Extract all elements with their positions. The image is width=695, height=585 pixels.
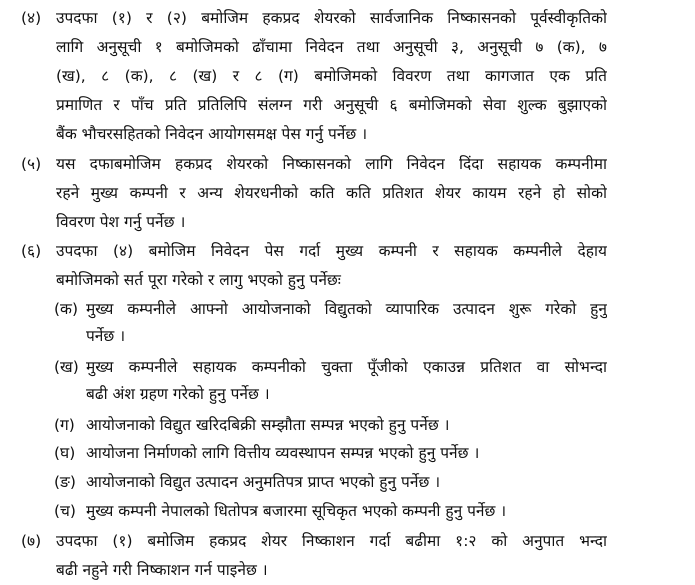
clause-number: (४) xyxy=(21,9,42,27)
subitem-kha-line-2: बढी अंश ग्रहण गरेको हुनु पर्नेछ । xyxy=(86,385,270,403)
clause-number: (६) xyxy=(21,242,42,260)
subitem-ka-line-1: मुख्य कम्पनीले आफ्नो आयोजनाको विद्युतको व्यापारिक उत्पादन शुरू गरेको हुनु xyxy=(86,300,607,318)
subitem-ga-line-1: आयोजनाको विद्युत खरिदबिक्री सम्झौता सम्पन्न भएको हुनु पर्नेछ । xyxy=(86,416,450,434)
clause-6-line-1: उपदफा (४) बमोजिम निवेदन पेस गर्दा मुख्य कम्पनी र सहायक कम्पनीले देहाय xyxy=(56,242,607,260)
clause-4-line-2: लागि अनुसूची १ बमोजिमको ढाँचामा निवेदन तथा अनुसूची ३, अनुसूची ७ (क), ७ xyxy=(56,38,607,56)
clause-6-line-2: बमोजिमको सर्त पूरा गरेको र लागु भएको हुनु पर्नेछः xyxy=(56,271,341,289)
subitem-marker: (ङ) xyxy=(54,473,76,491)
subitem-gha-line-1: आयोजना निर्माणको लागि वित्तीय व्यवस्थापन सम्पन्न भएको हुनु पर्नेछ । xyxy=(86,444,480,462)
clause-number: (७) xyxy=(21,532,42,550)
subitem-nga-line-1: आयोजनाको विद्युत उत्पादन अनुमतिपत्र प्राप्त भएको हुनु पर्नेछ । xyxy=(86,473,441,491)
subitem-kha-line-1: मुख्य कम्पनीले सहायक कम्पनीको चुक्ता पूँजीको एकाउन्न प्रतिशत वा सोभन्दा xyxy=(86,358,607,376)
clause-7-line-1: उपदफा (१) बमोजिम हकप्रद शेयर निष्काशन गर्दा बढीमा १:२ को अनुपात भन्दा xyxy=(56,532,607,550)
subitem-marker: (ग) xyxy=(54,416,75,434)
subitem-marker: (ख) xyxy=(54,358,79,376)
clause-5-line-2: रहने मुख्य कम्पनी र अन्य शेयरधनीको कति कति प्रतिशत शेयर कायम रहने हो सोको xyxy=(56,184,607,202)
subitem-cha-line-1: मुख्य कम्पनी नेपालको धितोपत्र बजारमा सूचिकृत भएको कम्पनी हुनु पर्नेछ । xyxy=(86,502,507,520)
subitem-marker: (च) xyxy=(54,502,76,520)
clause-4-line-1: उपदफा (१) र (२) बमोजिम हकप्रद शेयरको सार्वजानिक निष्कासनको पूर्वस्वीकृतिको xyxy=(56,9,607,27)
clause-5-line-1: यस दफाबमोजिम हकप्रद शेयरको निष्कासनको लागि निवेदन दिंदा सहायक कम्पनीमा xyxy=(56,155,607,173)
clause-5-line-3: विवरण पेश गर्नु पर्नेछ । xyxy=(56,213,186,231)
subitem-marker: (क) xyxy=(54,300,78,318)
subitem-ka-line-2: पर्नेछ । xyxy=(86,327,126,345)
clause-4-line-5: बैंक भौचरसहितको निवेदन आयोगसमक्ष पेस गर्नु पर्नेछ । xyxy=(56,125,368,143)
clause-number: (५) xyxy=(21,155,42,173)
clause-7-line-2: बढी नहुने गरी निष्काशन गर्न पाइनेछ । xyxy=(56,561,268,579)
clause-4-line-4: प्रमाणित र पाँच प्रति प्रतिलिपि संलग्न गरी अनुसूची ६ बमोजिमको सेवा शुल्क बुझाएको xyxy=(56,96,607,114)
clause-4-line-3: (ख), ८ (क), ८ (ख) र ८ (ग) बमोजिमको विवरण तथा कागजात एक प्रति xyxy=(56,67,607,85)
subitem-marker: (घ) xyxy=(54,444,76,462)
